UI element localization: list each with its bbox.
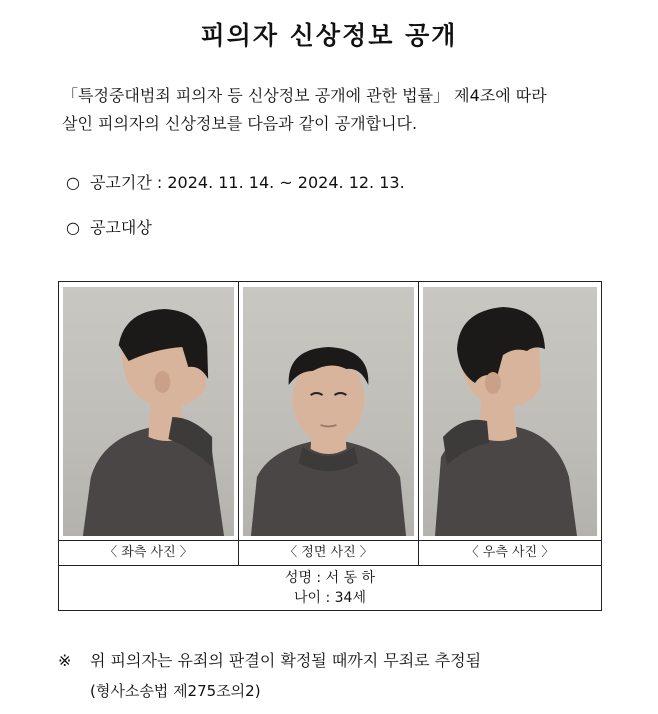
legal-reference: (형사소송법 제275조의2) (90, 682, 261, 700)
page-title: 피의자 신상정보 공개 (200, 21, 458, 50)
left-profile-photo (63, 287, 234, 536)
right-profile-figure (423, 287, 597, 536)
presumption-notice (58, 651, 618, 671)
announcement-period (66, 170, 405, 193)
suspect-age: 나이 : 34세 (293, 590, 366, 606)
right-profile-photo (423, 287, 597, 536)
front-photo (243, 287, 414, 536)
front-figure (243, 287, 414, 536)
presumption-notice-text: 위 피의자는 유죄의 판결이 확정될 때까지 무죄로 추정됨 (90, 651, 482, 670)
announcement-target-text: 공고대상 (89, 218, 152, 237)
front-photo-cell (239, 282, 419, 540)
left-profile-figure (63, 287, 234, 536)
intro-text (62, 82, 622, 138)
reference-mark-icon: ※ (58, 651, 72, 670)
suspect-details (59, 566, 601, 610)
announcement-period-text: 공고기간 : 2024. 11. 14. ~ 2024. 12. 13. (89, 173, 405, 192)
intro-line-1: 「특정중대범죄 피의자 등 신상정보 공개에 관한 법률」 제4조에 따라 (62, 86, 547, 105)
suspect-name: 성명 : 서 동 하 (284, 570, 376, 586)
intro-line-2: 살인 피의자의 신상정보를 다음과 같이 공개합니다. (62, 114, 418, 133)
suspect-info-table (58, 281, 602, 611)
right-photo-caption: 〈 우측 사진 〉 (465, 545, 555, 560)
circle-bullet-icon: ○ (66, 173, 80, 192)
circle-bullet-icon: ○ (66, 218, 80, 237)
announcement-target (66, 215, 152, 238)
right-photo-cell (419, 282, 601, 540)
photo-captions-row (59, 540, 601, 566)
front-photo-caption: 〈 정면 사진 〉 (239, 541, 419, 565)
left-photo-cell (59, 282, 239, 540)
left-photo-caption: 〈 좌측 사진 〉 (59, 541, 239, 565)
